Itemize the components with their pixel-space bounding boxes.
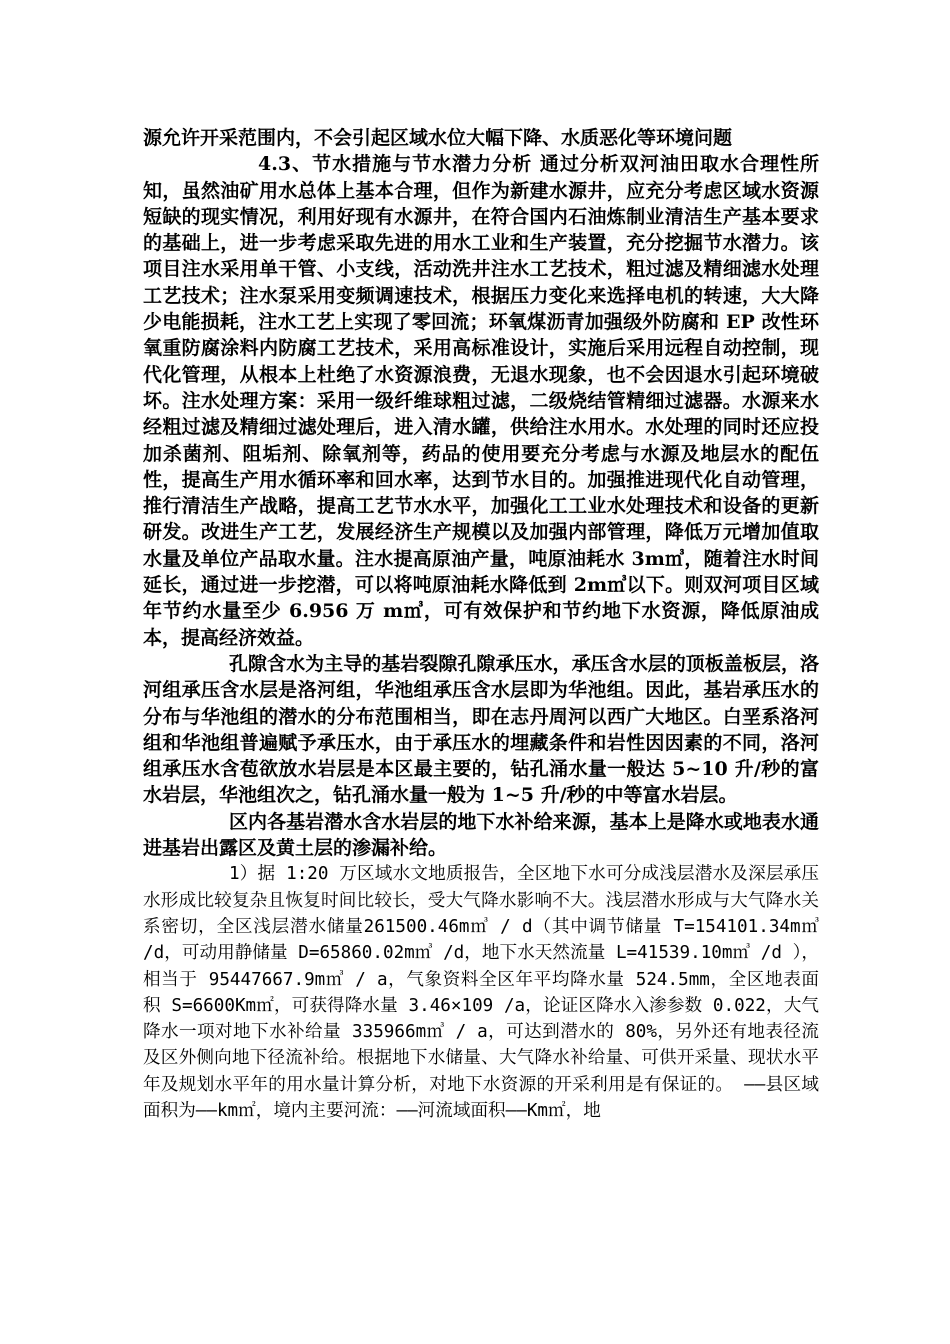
paragraph-groundwater-reserves: 1）据 1:20 万区域水文地质报告，全区地下水可分成浅层潜水及深层承压水形成比较复杂且恢复时间比较长，受大气降水影响不大。浅层潜水形成与大气降水关系密切，全区浅层潜水储量261500.46m㎥ / d（其中调节储量 T=154101.34m㎥ /d，可动用静储量 D=65860.02m㎥ /d，地下水天然流量 L=41539.10m㎥ /d ），相当于 95447667.9m㎥ / a，气象资料全区年平均降水量 524.5mm，全区地表面积 S=6600Km㎡，可获得降水量 3.46×109 /a，论证区降水入渗参数 0.022，大气降水一项对地下水补给量 335966m㎥ / a，可达到潜水的 80%，另外还有地表径流及区外侧向地下径流补给。根据地下水储量、大气降水补给量、可供开采量、现状水平年及规划水平年的用水量计算分析，对地下水资源的开采利用是有保证的。 ——县区域面积为——km㎡，境内主要河流：——河流域面积——Km㎡，地 bbox=[143, 864, 819, 1121]
paragraph-recharge-source: 区内各基岩潜水含水岩层的地下水补给来源，基本上是降水或地表水通进基岩出露区及黄土层的渗漏补给。 bbox=[143, 810, 819, 860]
paragraph-continuation: 源允许开采范围内，不会引起区域水位大幅下降、水质恶化等环境问题 bbox=[143, 127, 733, 149]
paragraph-water-saving-measures: 4.3、节水措施与节水潜力分析 通过分析双河油田取水合理性所知，虽然油矿用水总体上基本合理，但作为新建水源井，应充分考虑区域水资源短缺的现实情况，利用好现有水源井，在符合国内石油炼制业清洁生产基本要求的基础上，进一步考虑采取先进的用水工业和生产装置，充分挖掘节水潜力。该项目注水采用单干管、小支线，活动洗井注水工艺技术，粗过滤及精细滤水处理工艺技术；注水泵采用变频调速技术，根据压力变化来选择电机的转速，大大降少电能损耗，注水工艺上实现了零回流；环氧煤沥青加强级外防腐和 EP 改性环氧重防腐涂料内防腐工艺技术，采用高标准设计，实施后采用远程自动控制，现代化管理，从根本上杜绝了水资源浪费，无退水现象，也不会因退水引起环境破坏。注水处理方案：采用一级纤维球粗过滤，二级烧结管精细过滤器。水源来水经粗过滤及精细过滤处理后，进入清水罐，供给注水用水。水处理的同时还应投加杀菌剂、阻垢剂、除氧剂等，药品的使用要充分考虑与水源及地层水的配伍性，提高生产用水循环率和回水率，达到节水目的。加强推进现代化自动管理，推行清洁生产战略，提高工艺节水水平，加强化工工业水处理技术和设备的更新研发。改进生产工艺，发展经济生产规模以及加强内部管理，降低万元增加值取水量及单位产品取水量。注水提高原油产量，吨原油耗水 3m㎥，随着注水时间延长，通过进一步挖潜，可以将吨原油耗水降低到 2m㎥以下。则双河项目区域年节约水量至少 6.956 万 m㎥，可有效保护和节约地下水资源，降低原油成本，提高经济效益。 bbox=[143, 153, 819, 649]
document-body bbox=[143, 125, 819, 1124]
paragraph-confined-water: 孔隙含水为主导的基岩裂隙孔隙承压水，承压含水层的顶板盖板层，洛河组承压含水层是洛河组，华池组承压含水层即为华池组。因此，基岩承压水的分布与华池组的潜水的分布范围相当，即在志丹周河以西广大地区。白垩系洛河组和华池组普遍赋予承压水，由于承压水的埋藏条件和岩性因因素的不同，洛河组承压水含苞欲放水岩层是本区最主要的，钻孔涌水量一般达 5~10 升/秒的富水岩层，华池组次之，钻孔涌水量一般为 1~5 升/秒的中等富水岩层。 bbox=[143, 652, 819, 807]
